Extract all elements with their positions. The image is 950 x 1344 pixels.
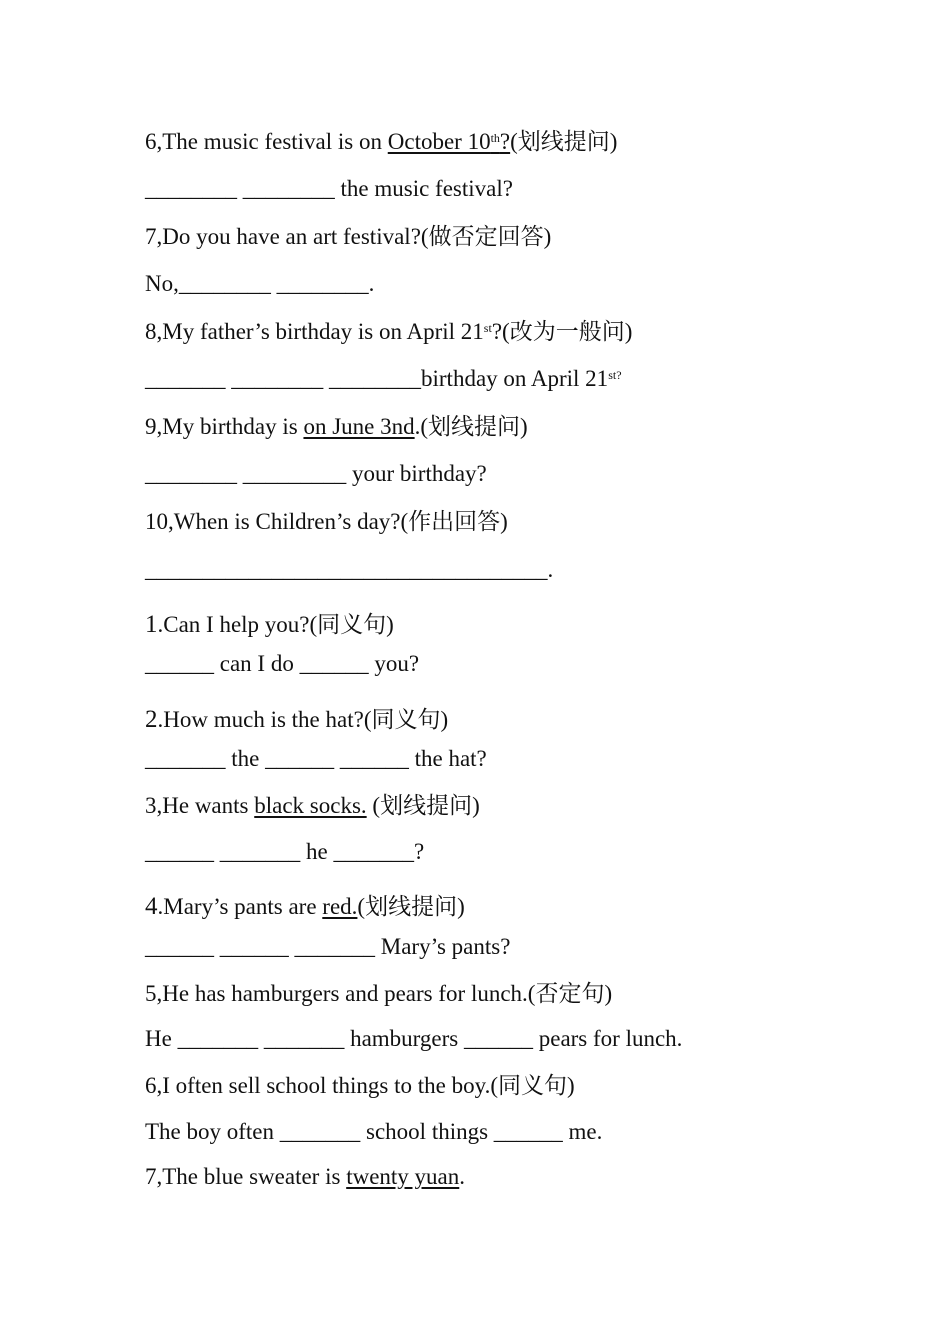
answer-6: ________ ________ the music festival? <box>145 176 513 201</box>
question-2-4: 4.Mary’s pants are red.(划线提问) <box>145 893 465 920</box>
instruction: (否定句) <box>527 981 613 1006</box>
question-2-2: 2.How much is the hat?(同义句) <box>145 706 449 733</box>
underlined-part: red. <box>322 894 358 919</box>
question-2-5: 5,He has hamburgers and pears for lunch.(否定句) <box>145 981 613 1006</box>
question-7: 7,Do you have an art festival?(做否定回答) <box>145 224 552 249</box>
question-2-3: 3,He wants black socks. (划线提问) <box>145 793 480 818</box>
underlined-part: black socks. <box>254 793 367 818</box>
answer-2-1: ______ can I do ______ you? <box>145 651 420 676</box>
answer-8: _______ ________ ________birthday on April $21^{st?}$ <box>145 366 622 391</box>
instruction: (划线提问) <box>420 414 528 439</box>
answer-2-5: He _______ _______ hamburgers ______ pears for lunch. <box>145 1026 683 1051</box>
instruction: (同义句) <box>363 707 449 732</box>
underlined-part: October 10th? <box>387 129 511 154</box>
underlined-part: on June 3nd <box>303 414 415 439</box>
underlined-part: twenty yuan <box>346 1164 460 1189</box>
answer-2-3: ______ _______ he _______? <box>145 839 425 864</box>
answer-10: ___________________________________. <box>145 557 554 582</box>
instruction: (同义句) <box>309 612 394 637</box>
question-10: 10,When is Children’s day?(作出回答) <box>145 509 508 534</box>
question-text: 6,The music festival is on <box>145 129 388 154</box>
question-9: 9,My birthday is on June 3nd.(划线提问) <box>145 414 528 439</box>
question-8: 8,My father’s birthday is on April 21st?(改为一般问) <box>145 319 633 344</box>
question-2-1: 1.Can I help you?(同义句) <box>145 611 394 638</box>
instruction: (做否定回答) <box>420 224 552 249</box>
answer-7: No,________ ________. <box>145 271 375 296</box>
answer-9: ________ _________ your birthday? <box>145 461 487 486</box>
instruction: (作出回答) <box>400 509 508 534</box>
instruction: (划线提问) <box>366 793 480 818</box>
instruction: (同义句) <box>490 1073 575 1098</box>
instruction: (划线提问) <box>510 129 618 154</box>
answer-2-4: ______ ______ _______ Mary’s pants? <box>145 934 511 959</box>
question-6 <box>145 128 617 156</box>
question-2-7: 7,The blue sweater is twenty yuan. <box>145 1164 465 1189</box>
answer-2-2: _______ the ______ ______ the hat? <box>145 746 487 771</box>
instruction: (划线提问) <box>357 894 465 919</box>
question-2-6: 6,I often sell school things to the boy.(同义句) <box>145 1073 575 1098</box>
answer-2-6: The boy often _______ school things ______ me. <box>145 1119 603 1144</box>
instruction: (改为一般问) <box>502 319 633 344</box>
